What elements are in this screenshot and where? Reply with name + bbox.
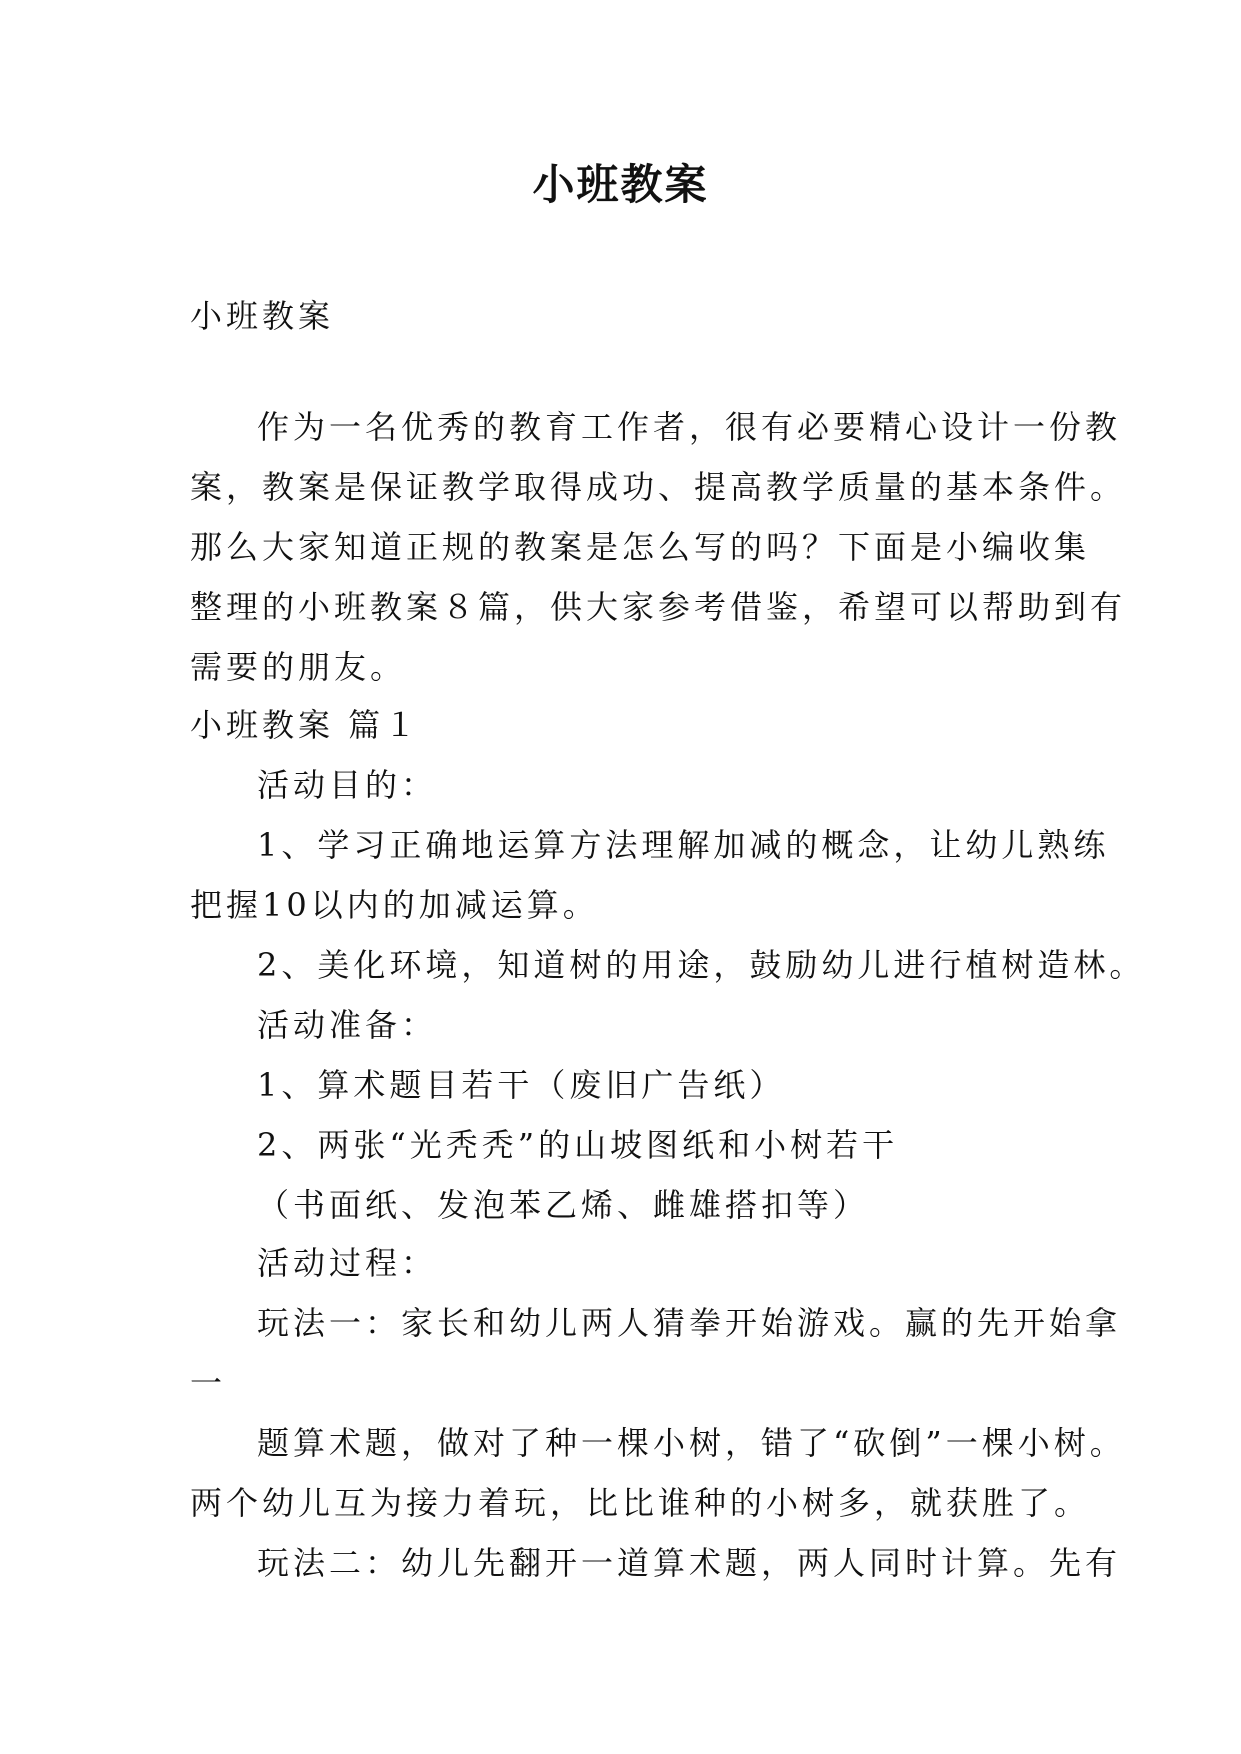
paragraph-line: 案，教案是保证教学取得成功、提高教学质量的基本条件。 (190, 468, 1127, 506)
paragraph-line: 2、两张“光秃秃”的山坡图纸和小树若干 (257, 1126, 899, 1164)
paragraph-line: 玩法二：幼儿先翻开一道算术题，两人同时计算。先有 (257, 1544, 1122, 1582)
paragraph-line: 活动过程： (257, 1244, 438, 1282)
paragraph-line: 一 (190, 1364, 227, 1402)
paragraph-line: 整理的小班教案８篇，供大家参考借鉴，希望可以帮助到有 (190, 588, 1127, 626)
paragraph-line: 把握10以内的加减运算。 (190, 886, 599, 924)
section-heading: 小班教案 篇１ (190, 706, 421, 744)
paragraph-line: 1、学习正确地运算方法理解加减的概念，让幼儿熟练 (257, 826, 1110, 864)
document-title: 小班教案 (532, 160, 709, 209)
paragraph-line: 活动准备： (257, 1006, 438, 1044)
paragraph-line: 需要的朋友。 (190, 648, 407, 686)
paragraph-line: （书面纸、发泡苯乙烯、雌雄搭扣等） (257, 1186, 870, 1224)
paragraph-line: 题算术题，做对了种一棵小树，错了“砍倒”一棵小树。 (257, 1424, 1126, 1462)
paragraph-line: 活动目的： (257, 766, 438, 804)
paragraph-line: 两个幼儿互为接力着玩，比比谁种的小树多，就获胜了。 (190, 1484, 1091, 1522)
paragraph-line: 1、算术题目若干（废旧广告纸） (257, 1066, 786, 1104)
paragraph-line: 玩法一：家长和幼儿两人猜拳开始游戏。赢的先开始拿 (257, 1304, 1122, 1342)
paragraph-line: 那么大家知道正规的教案是怎么写的吗？下面是小编收集 (190, 528, 1091, 566)
paragraph-line: 作为一名优秀的教育工作者，很有必要精心设计一份教 (257, 408, 1122, 446)
paragraph-line: 2、美化环境，知道树的用途，鼓励幼儿进行植树造林。 (257, 946, 1146, 984)
subtitle-line: 小班教案 (190, 297, 335, 335)
